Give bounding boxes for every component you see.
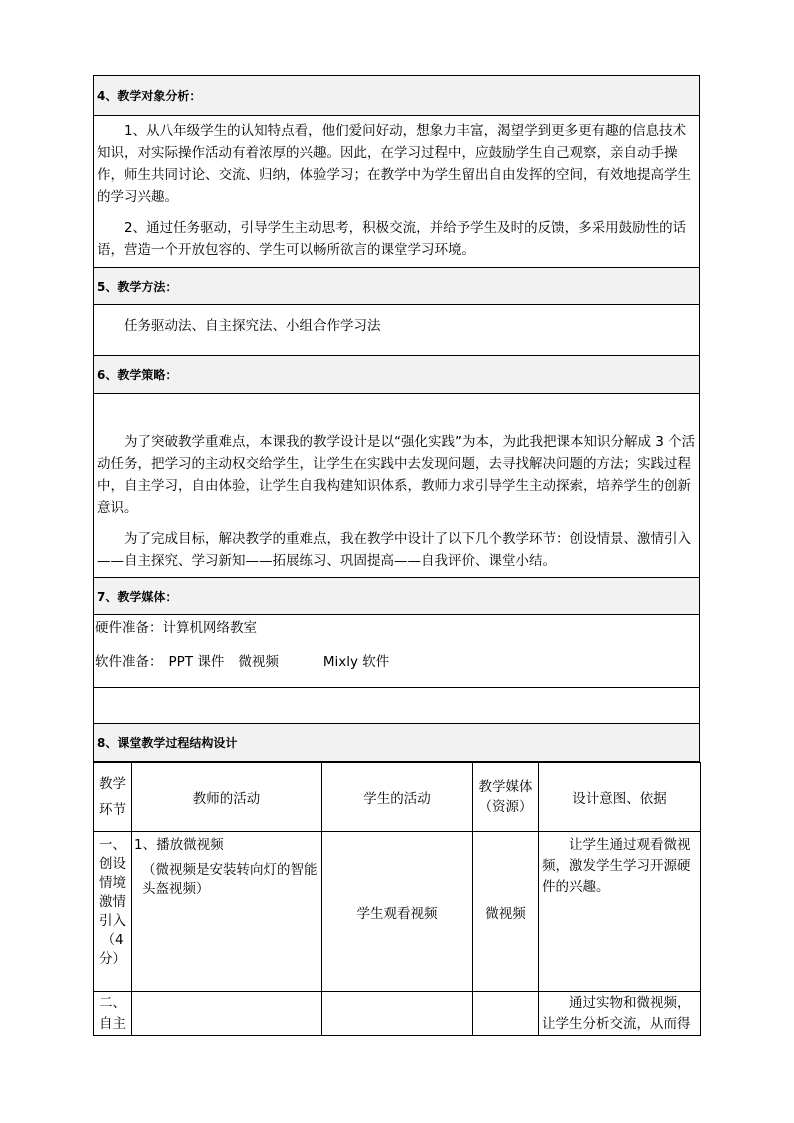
header-media-line-1: 教学媒体 <box>478 779 533 795</box>
row-1-teacher <box>132 832 322 992</box>
row-1-stage <box>94 832 132 992</box>
section-5-content: 任务驱动法、自主探究法、小组合作学习法 <box>124 318 381 334</box>
section-7-blank-row <box>94 688 699 724</box>
section-5-body <box>94 305 699 356</box>
row-2-stage <box>94 992 132 1036</box>
header-intent: 设计意图、依据 <box>539 763 701 832</box>
header-teacher: 教师的活动 <box>132 763 322 832</box>
section-4-header <box>94 76 699 116</box>
table-row <box>94 832 701 992</box>
row-1-media: 微视频 <box>473 832 539 992</box>
stage-line: 创设 <box>99 856 126 872</box>
table-row <box>94 992 701 1036</box>
process-table-header-row <box>94 763 701 832</box>
software-item-mixly: Mixly 软件 <box>322 654 390 670</box>
section-4-body <box>94 116 699 268</box>
software-item-ppt: PPT 课件 <box>168 654 225 670</box>
section-7-header <box>94 578 699 615</box>
stage-line: 引入 <box>99 913 126 929</box>
row-1-teacher-note: （微视频是安装转向灯的智能头盔视频） <box>142 862 318 897</box>
row-1-teacher-title: 1、播放微视频 <box>134 837 224 853</box>
section-5-title: 5、教学方法： <box>97 279 178 294</box>
section-6-paragraph-2: 为了完成目标，解决教学的重难点，我在教学中设计了以下几个教学环节：创设情景、激情引入——自主探究、学习新知——拓展练习、巩固提高——自我评价、课堂小结。 <box>97 531 691 569</box>
section-6-header <box>94 356 699 394</box>
header-media-line-2: （资源） <box>478 799 533 815</box>
row-2-intent: 通过实物和微视频，让学生分析交流，从而得 <box>539 992 701 1036</box>
row-2-student <box>322 992 473 1036</box>
section-4-paragraph-2: 2、通过任务驱动，引导学生主动思考，积极交流，并给予学生及时的反馈，多采用鼓励性的话语，营造一个开放包容的、学生可以畅所欲言的课堂学习环境。 <box>97 220 687 258</box>
stage-line: 二、 <box>99 995 126 1011</box>
row-1-intent: 让学生通过观看微视频，激发学生学习开源硬件的兴趣。 <box>539 832 701 992</box>
section-5-header <box>94 268 699 305</box>
software-label: 软件准备： <box>95 654 163 670</box>
section-7-title: 7、教学媒体： <box>97 589 178 604</box>
lesson-plan-table <box>93 75 700 762</box>
stage-line: （4 <box>101 932 124 948</box>
software-line <box>95 651 696 673</box>
section-7-body <box>94 615 699 688</box>
stage-line: 分） <box>99 951 126 967</box>
hardware-line: 硬件准备：计算机网络教室 <box>95 620 257 636</box>
header-student: 学生的活动 <box>322 763 473 832</box>
stage-line: 情境 <box>99 875 126 891</box>
stage-line: 一、 <box>99 837 126 853</box>
section-8-header <box>94 724 699 762</box>
row-1-student: 学生观看视频 <box>322 832 473 992</box>
section-4-title: 4、教学对象分析： <box>97 89 202 103</box>
stage-line: 自主 <box>99 1016 126 1032</box>
section-6-body <box>94 394 699 578</box>
section-4-paragraph-1: 1、从八年级学生的认知特点看，他们爱问好动，想象力丰富，渴望学到更多更有趣的信息技术知识，对实际操作活动有着浓厚的兴趣。因此，在学习过程中，应鼓励学生自己观察，亲自动手操作，师生共同讨论、交流、归纳，体验学习；在教学中为学生留出自由发挥的空间，有效地提高学生的学习兴趣。 <box>97 123 691 205</box>
lesson-plan-page <box>93 75 700 1036</box>
section-6-title: 6、教学策略： <box>97 368 178 382</box>
section-6-paragraph-1: 为了突破教学重难点，本课我的教学设计是以“强化实践”为本，为此我把课本知识分解成 3 个活动任务，把学习的主动权交给学生，让学生在实践中去发现问题，去寻找解决问题的方法；实践过程中，自主学习，自由体验，让学生自我构建知识体系，教师力求引导学生主动探索，培养学生的创新意识。 <box>97 434 696 516</box>
header-stage-line-1: 教学 <box>99 776 126 792</box>
header-stage-line-2: 环节 <box>99 802 126 818</box>
software-item-video: 微视频 <box>238 654 279 670</box>
process-table <box>93 762 701 1036</box>
header-media <box>473 763 539 832</box>
section-8-title: 8、课堂教学过程结构设计 <box>97 736 238 750</box>
header-stage <box>94 763 132 832</box>
stage-line: 激情 <box>99 894 126 910</box>
row-2-media <box>473 992 539 1036</box>
row-2-teacher <box>132 992 322 1036</box>
